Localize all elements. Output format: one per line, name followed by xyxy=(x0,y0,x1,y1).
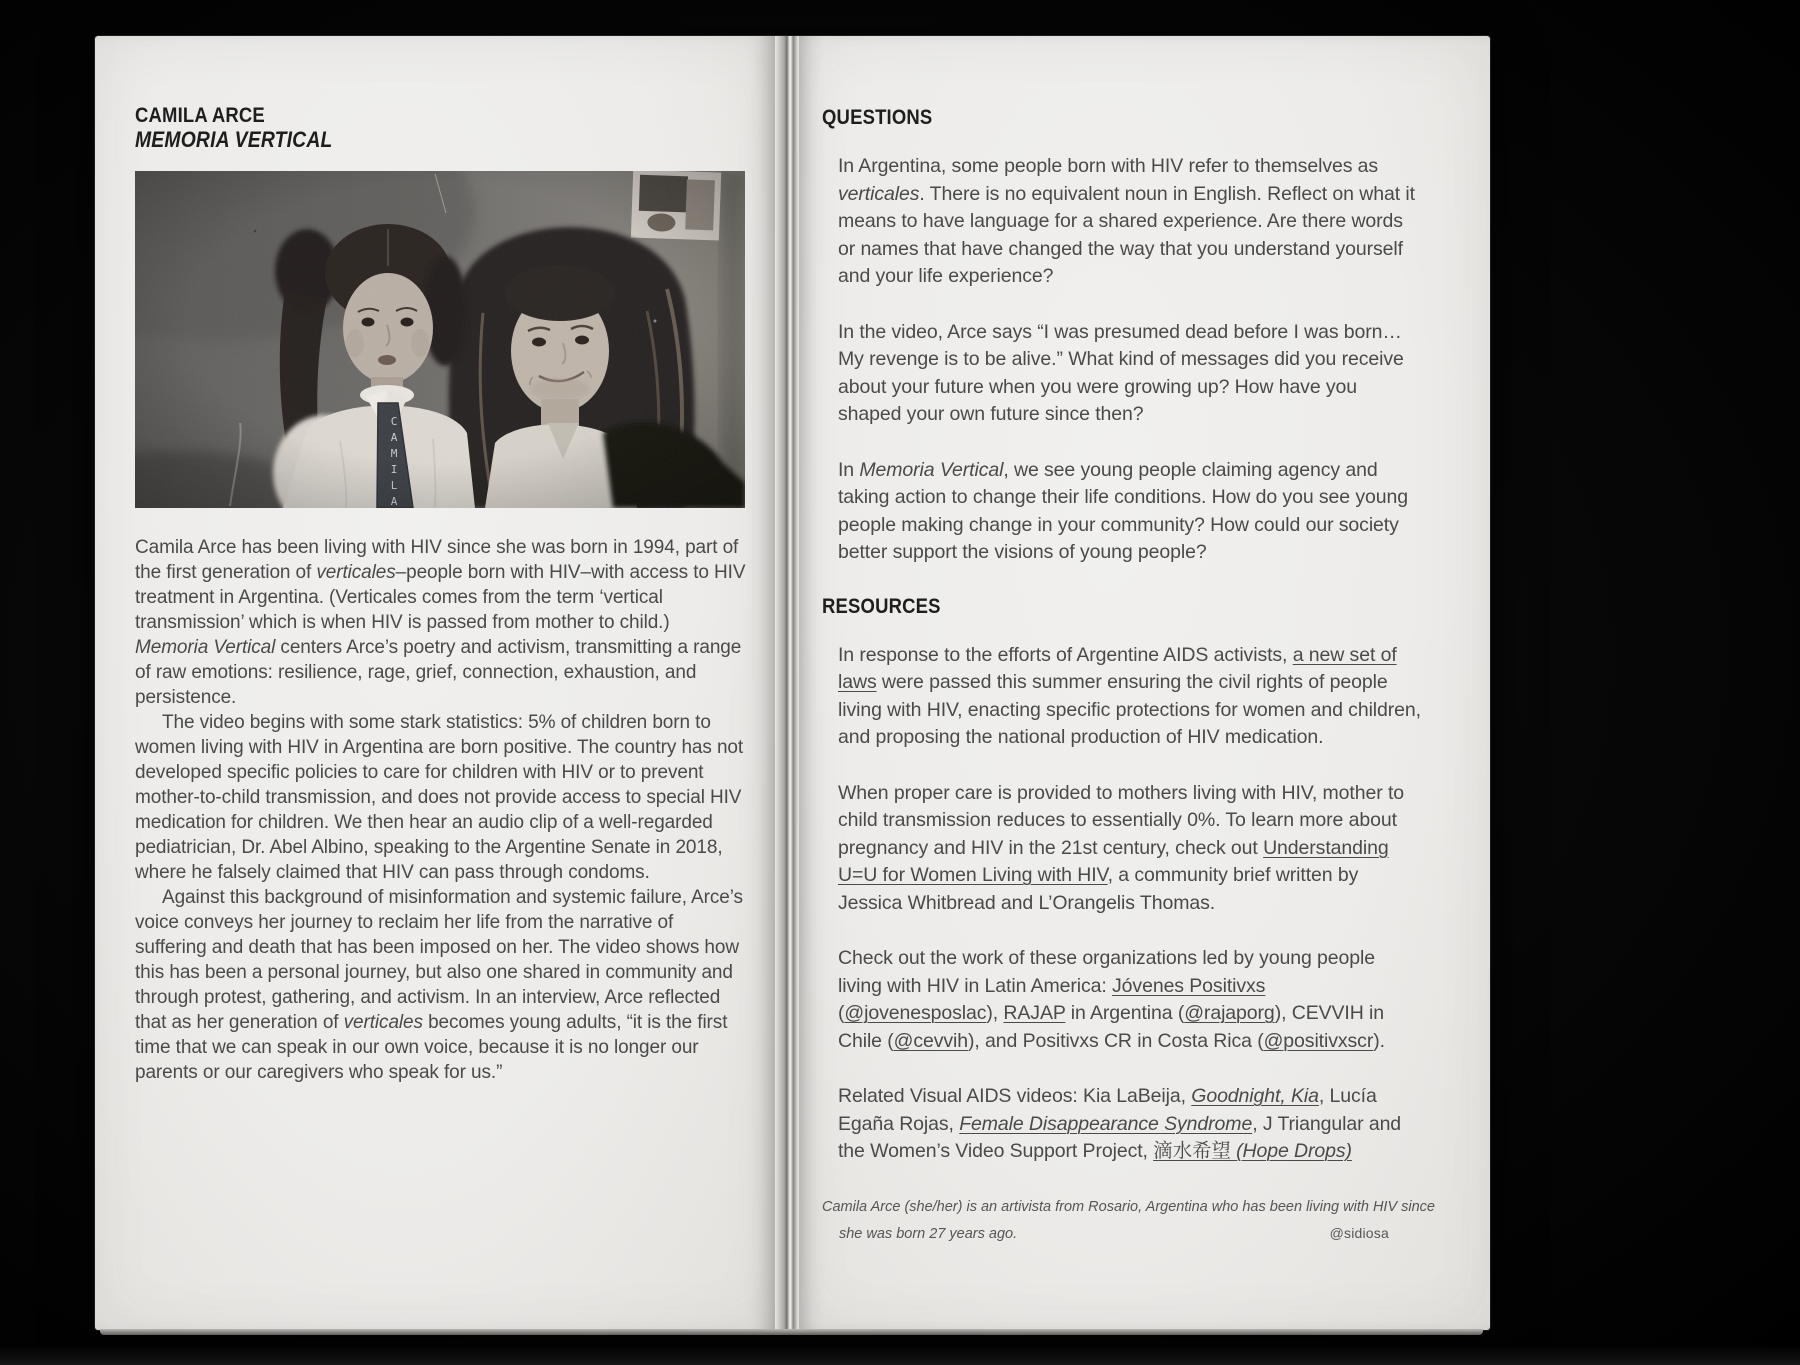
intro-paragraph xyxy=(135,535,747,710)
text-run: becomes young adults, “it is the first time that we can speak in our own voice, because it is no longer our parents or our caregivers who speak for us.” xyxy=(135,1012,728,1083)
text-run: Memoria Vertical xyxy=(135,637,276,658)
instagram-handle: @sidiosa xyxy=(1329,1224,1389,1241)
booklet-spine-fold xyxy=(775,36,799,1330)
text-run: , J Triangular and the Women’s Video Support Project, xyxy=(837,1112,1402,1162)
bio-line-1: Camila Arce (she/her) is an artivista from Rosario, Argentina who has been living with HIV since xyxy=(821,1198,1435,1215)
text-run: ), CEVVIH in Chile ( xyxy=(837,1002,1385,1052)
text-run: ), xyxy=(986,1002,1004,1024)
text-run: –people born with HIV–with access to HIV treatment in Argentina. (Verticales comes from the term ‘vertical transmission’ which is when HIV is passed from mother to child.) xyxy=(135,562,746,633)
text-run: verticales xyxy=(837,182,920,205)
bio-line-2: she was born 27 years ago. xyxy=(838,1225,1018,1242)
resources-list xyxy=(822,642,1422,1166)
text-run: verticales xyxy=(316,562,396,583)
text-run: , Lucía Egaña Rojas, xyxy=(837,1085,1377,1135)
text-run: were passed this summer ensuring the civil rights of people living with HIV, enacting specific protections for women and children, and proposing the national production of HIV medication. xyxy=(837,671,1421,748)
text-run: Against this background of misinformation and systemic failure, Arce’s voice conveys her journey to reclaim her life from the narrative of suffering and death that has been imposed on her. The video shows how this has been a personal journey, but also one shared in community and through protest, gathering, and activism. In an interview, Arce reflected that as her generation of xyxy=(135,887,743,1033)
text-run: , a community brief written by Jessica Whitbread and L’Orangelis Thomas. xyxy=(837,864,1359,914)
printed-link-text: @jovenesposlac xyxy=(844,1002,987,1024)
printed-link-text: Jóvenes Positivxs xyxy=(1112,974,1266,997)
text-run: centers Arce’s poetry and activism, transmitting a range of raw emotions: resilience, rage, grief, connection, exhaustion, and persistence. xyxy=(135,637,742,708)
text-run: ), and Positivxs CR in Costa Rica ( xyxy=(968,1029,1264,1052)
article-header xyxy=(135,104,745,152)
resource-paragraph-videos xyxy=(838,1083,1422,1166)
text-run: Check out the work of these organizations led by young people living with HIV in Latin America: xyxy=(837,947,1375,997)
text-run: The video begins with some stark statistics: 5% of children born to women living with HIV in Argentina are born positive. The country has not developed specific policies to care for children with HIV or to prevent mother-to-child transmission, and does not provide access to special HIV medication for children. We then hear an audio clip of a well-regarded pediatrician, Dr. Abel Albino, speaking to the Argentine Senate in 2018, where he falsely claimed that HIV can pass through condoms. xyxy=(135,712,744,883)
article-author-kicker: CAMILA ARCE xyxy=(135,104,265,127)
closing-paragraph xyxy=(135,885,747,1085)
resource-paragraph-organizations xyxy=(838,945,1422,1055)
printed-link-text: RAJAP xyxy=(1003,1002,1066,1024)
article-title: MEMORIA VERTICAL xyxy=(135,127,333,152)
text-run: , we see young people claiming agency and taking action to change their life conditions. How do you see young people making change in your community? How could our society better support the visions of young people? xyxy=(837,458,1408,563)
resources-heading: RESOURCES xyxy=(821,594,941,618)
printed-link-text: @positivxscr xyxy=(1263,1029,1374,1052)
text-run: Related Visual AIDS videos: Kia LaBeija, xyxy=(837,1085,1192,1107)
booklet-spread xyxy=(95,36,1490,1330)
resource-paragraph-uequalsu xyxy=(838,780,1422,918)
text-run: In xyxy=(837,458,860,481)
printed-link-text: @cevvih xyxy=(893,1029,969,1052)
statistics-paragraph xyxy=(135,710,747,885)
author-bio xyxy=(822,1194,1435,1247)
text-run: In response to the efforts of Argentine AIDS activists, xyxy=(837,643,1293,666)
question-paragraph-2 xyxy=(838,319,1422,429)
text-run: in Argentina ( xyxy=(1065,1002,1185,1024)
question-paragraph-1 xyxy=(838,153,1422,291)
question-paragraph-3 xyxy=(838,457,1422,567)
text-run: verticales xyxy=(343,1012,423,1033)
questions-list xyxy=(822,153,1422,567)
printed-link-text: 滴水希望 xyxy=(1153,1140,1237,1162)
photo-camila-and-mother xyxy=(135,171,745,508)
text-run: When proper care is provided to mothers living with HIV, mother to child transmission reduces to essentially 0%. To learn more about pregnancy and HIV in the 21st century, check out xyxy=(837,781,1405,859)
text-run: In the video, Arce says “I was presumed dead before I was born… My revenge is to be alive.” What kind of messages did you receive about your future when you were growing up? How have you shaped your own future since then? xyxy=(837,320,1404,425)
resource-paragraph-laws xyxy=(838,642,1422,752)
printed-link-text: (Hope Drops) xyxy=(1236,1140,1352,1162)
right-page xyxy=(799,36,1490,1330)
text-run: ). xyxy=(1373,1029,1385,1052)
printed-link-text: Goodnight, Kia xyxy=(1191,1085,1319,1107)
text-run: Memoria Vertical xyxy=(859,458,1004,481)
text-run: ( xyxy=(837,1002,845,1024)
text-run: . There is no equivalent noun in English. Reflect on what it means to have language for a shared experience. Are there words or names that have changed the way that you understand yourself and your life experience? xyxy=(837,182,1415,287)
text-run: In Argentina, some people born with HIV refer to themselves as xyxy=(837,155,1379,177)
printed-link-text: Understanding U=U for Women Living with HIV xyxy=(837,836,1389,886)
printed-link-text: Female Disappearance Syndrome xyxy=(959,1112,1253,1135)
printed-link-text: a new set of laws xyxy=(837,643,1397,693)
questions-heading: QUESTIONS xyxy=(821,106,933,129)
photo-illustration xyxy=(135,171,745,508)
left-page xyxy=(95,36,775,1330)
article-body xyxy=(135,535,747,1085)
printed-link-text: @rajaporg xyxy=(1184,1002,1275,1024)
text-run: Camila Arce has been living with HIV since she was born in 1994, part of the first generation of xyxy=(135,537,739,583)
